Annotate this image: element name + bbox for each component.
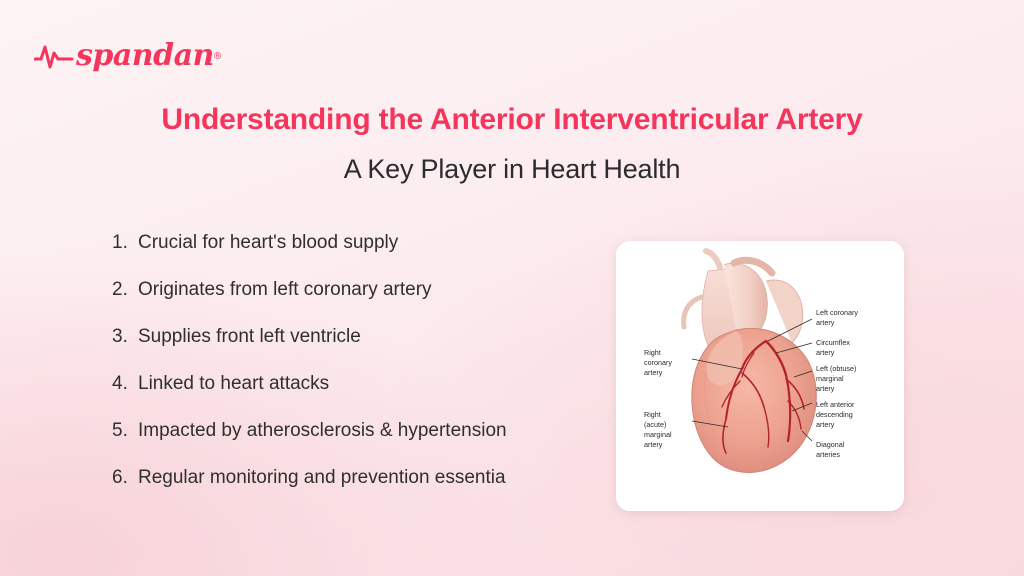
label-right-acute-marginal-artery-line2: (acute): [644, 420, 667, 429]
heart-diagram-card: [616, 241, 904, 511]
page-title: Understanding the Anterior Interventricular Artery: [161, 103, 863, 136]
label-right-coronary-artery-line2: coronary: [644, 358, 672, 367]
list-item: [112, 467, 612, 489]
label-circumflex-artery-line2: artery: [816, 348, 835, 357]
list-item-label: Supplies front left ventricle: [138, 326, 361, 347]
heart-coronary-arteries-diagram: [616, 241, 904, 511]
page-subtitle: A Key Player in Heart Health: [343, 154, 681, 184]
label-right-coronary-artery-line3: artery: [644, 368, 663, 377]
label-diagonal-arteries: Diagonal: [816, 440, 845, 449]
list-item-label: Impacted by atherosclerosis & hypertension: [138, 420, 507, 441]
list-item-number: 1.: [112, 232, 128, 253]
list-item-number: 2.: [112, 279, 128, 300]
label-left-obtuse-marginal-artery-line2: marginal: [816, 374, 844, 383]
label-right-coronary-artery: Right: [644, 348, 661, 357]
list-item-number: 3.: [112, 326, 128, 347]
label-left-obtuse-marginal-artery-line3: artery: [816, 384, 835, 393]
list-item-label: Regular monitoring and prevention essentia: [138, 467, 506, 488]
label-left-anterior-descending-artery-line3: artery: [816, 420, 835, 429]
label-right-acute-marginal-artery: Right: [644, 410, 661, 419]
label-circumflex-artery: Circumflex: [816, 338, 850, 347]
brand-name: spandan: [76, 38, 214, 73]
bullet-list: [112, 232, 612, 514]
label-right-acute-marginal-artery-line3: marginal: [644, 430, 672, 439]
label-diagonal-arteries-line2: arteries: [816, 450, 840, 459]
list-item-number: 5.: [112, 420, 128, 441]
list-item-label: Linked to heart attacks: [138, 373, 330, 394]
list-item: [112, 420, 612, 442]
list-item: [112, 373, 612, 395]
label-left-anterior-descending-artery: Left anterior: [816, 400, 855, 409]
label-right-acute-marginal-artery-line4: artery: [644, 440, 663, 449]
label-left-obtuse-marginal-artery: Left (obtuse): [816, 364, 857, 373]
list-item: [112, 232, 612, 254]
label-left-coronary-artery-line2: artery: [816, 318, 835, 327]
list-item-label: Originates from left coronary artery: [138, 279, 432, 300]
list-item-label: Crucial for heart's blood supply: [138, 232, 399, 253]
label-left-coronary-artery: Left coronary: [816, 308, 858, 317]
list-item-number: 4.: [112, 373, 128, 394]
list-item: [112, 326, 612, 348]
registered-mark: ®: [213, 50, 222, 62]
heartbeat-pulse-icon: [34, 41, 74, 71]
brand-logo: [34, 34, 221, 78]
list-item-number: 6.: [112, 467, 128, 488]
list-item: [112, 279, 612, 301]
label-left-anterior-descending-artery-line2: descending: [816, 410, 853, 419]
